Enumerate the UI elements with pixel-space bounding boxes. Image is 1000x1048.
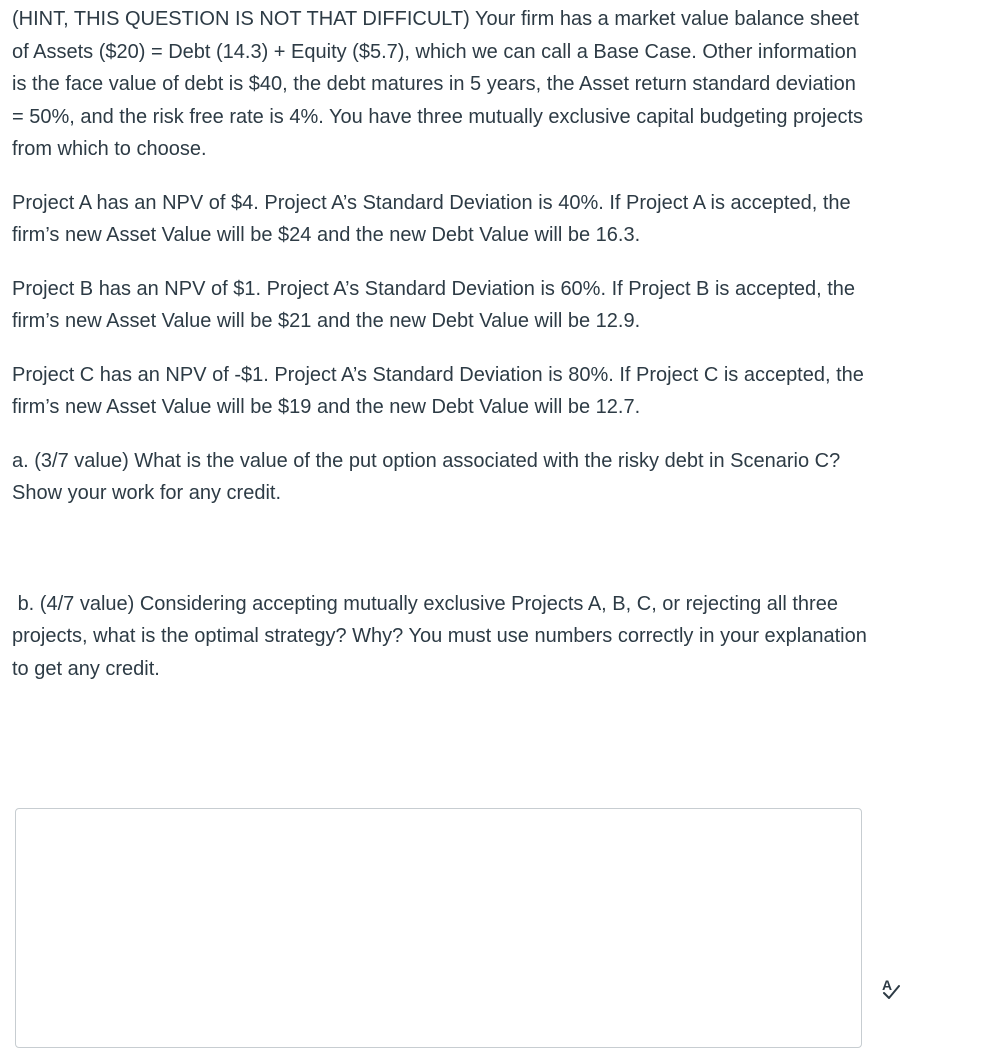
question-text: [12, 3, 872, 685]
question-intro: (HINT, THIS QUESTION IS NOT THAT DIFFICULT) Your firm has a market value balance sheet of Assets ($20) = Debt (14.3) + Equity ($5.7), which we can call a Base Case. Other information is the face value of debt is $40, the debt matures in 5 years, the Asset return standard deviation = 50%, and the risk free rate is 4%. You have three mutually exclusive capital budgeting projects from which to choose.: [12, 8, 864, 160]
project-b-description: Project B has an NPV of $1. Project A’s Standard Deviation is 60%. If Project B is accepted, the firm’s new Asset Value will be $21 and the new Debt Value will be 12.9.: [12, 277, 856, 332]
question-part-a: a. (3/7 value) What is the value of the put option associated with the risky debt in Scenario C? Show your work for any credit.: [12, 449, 841, 504]
question-part-b: b. (4/7 value) Considering accepting mutually exclusive Projects A, B, C, or rejecting all three projects, what is the optimal strategy? Why? You must use numbers correctly in your explanation to get any credit.: [12, 592, 873, 680]
svg-text:A: A: [882, 977, 893, 993]
project-a-description: Project A has an NPV of $4. Project A’s Standard Deviation is 40%. If Project A is accepted, the firm’s new Asset Value will be $24 and the new Debt Value will be 16.3.: [12, 191, 851, 246]
project-c-description: Project C has an NPV of -$1. Project A’s Standard Deviation is 80%. If Project C is accepted, the firm’s new Asset Value will be $19 and the new Debt Value will be 12.7.: [12, 363, 864, 418]
spellcheck-icon[interactable]: [877, 975, 905, 1003]
answer-text-area[interactable]: [15, 808, 862, 1048]
